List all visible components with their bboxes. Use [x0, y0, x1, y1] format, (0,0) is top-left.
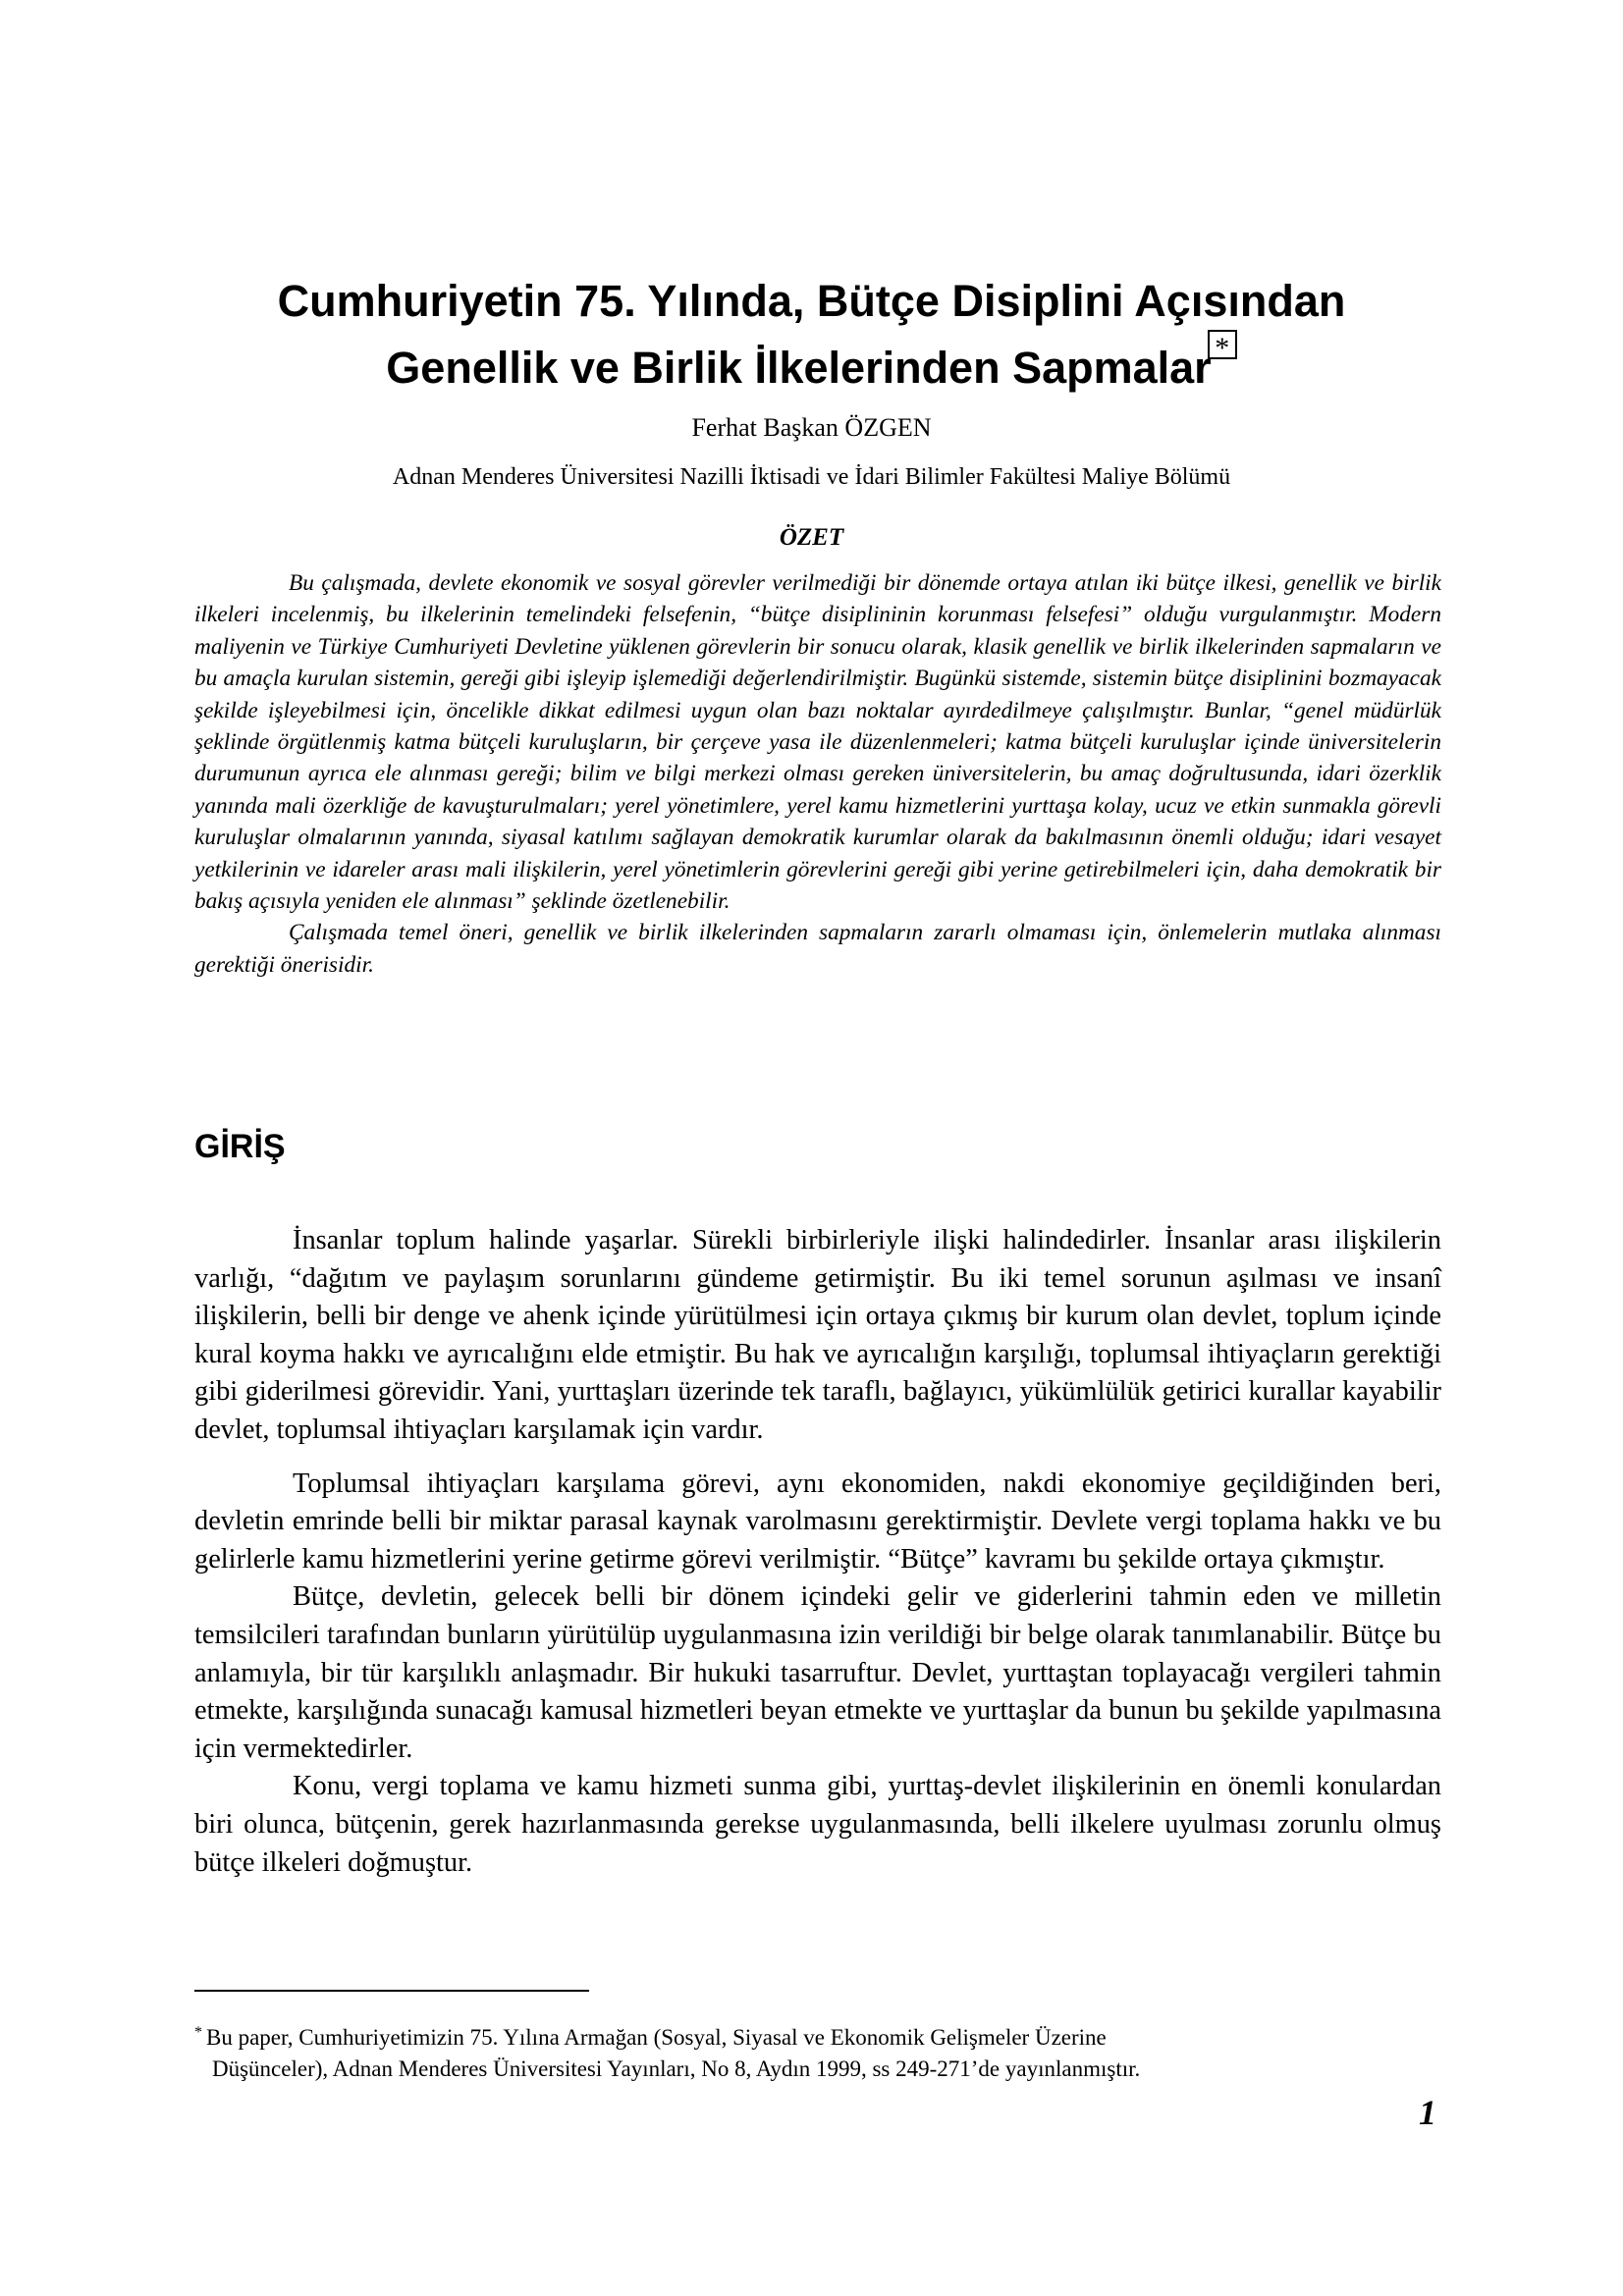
section-body: [194, 1222, 1441, 1882]
title-line-2: Genellik ve Birlik İlkelerinden Sapmalar: [386, 343, 1212, 393]
body-paragraph: Toplumsal ihtiyaçları karşılama görevi, aynı ekonomiden, nakdi ekonomiye geçildiğinden beri, devletin emrinde belli bir miktar parasal kaynak varolmasını gerektirmiştir. Devlete vergi toplama hakkı ve bu gelirlerle kamu hizmetlerini yerine getirme görevi verilmiştir. “Bütçe” kavramı bu şekilde ortaya çıkmıştır.: [194, 1468, 1441, 1575]
body-paragraph: Konu, vergi toplama ve kamu hizmeti sunma gibi, yurttaş-devlet ilişkilerinin en önemli konulardan biri olunca, bütçenin, gerek hazırlanmasında gerekse uygulanmasında, belli ilkelere uyulması zorunlu olmuş bütçe ilkeleri doğmuştur.: [194, 1771, 1441, 1878]
footnote-line-1: Bu paper, Cumhuriyetimizin 75. Yılına Armağan (Sosyal, Siyasal ve Ekonomik Gelişmeler Üzerine: [206, 2025, 1107, 2050]
body-paragraph: İnsanlar toplum halinde yaşarlar. Sürekli birbirleriyle ilişki halindedirler. İnsanlar arası ilişkilerin varlığı, “dağıtım ve paylaşım sorunlarını gündeme getirmiştir. Bu iki temel sorunun aşılması ve insanî ilişkilerin, belli bir denge ve ahenk içinde yürütülmesi için ortaya çıkmış bir kurum olan devlet, toplum içinde kural koyma hakkı ve ayrıcalığını elde etmiştir. Bu hak ve ayrıcalığın karşılığı, toplumsal ihtiyaçların gerektiği gibi giderilmesi görevidir. Yani, yurttaşları üzerinde tek taraflı, bağlayıcı, yükümlülük getirici kurallar kayabilir devlet, toplumsal ihtiyaçları karşılamak için vardır.: [194, 1225, 1441, 1445]
footnote: [194, 2017, 1461, 2085]
title-line-1: Cumhuriyetin 75. Yılında, Bütçe Disiplini Açısından: [277, 276, 1346, 326]
title-line-2-wrap: [177, 330, 1446, 397]
page-number: 1: [1419, 2093, 1436, 2132]
footnote-marker: *: [194, 2024, 202, 2041]
abstract-body: [194, 567, 1441, 981]
footnote-reference-marker[interactable]: *: [1208, 330, 1237, 359]
section-heading: GİRİŞ: [194, 1128, 286, 1165]
author-name: Ferhat Başkan ÖZGEN: [691, 413, 932, 442]
footnote-line-2: Düşünceler), Adnan Menderes Üniversitesi Yayınları, No 8, Aydın 1999, ss 249-271’de yayınlanmıştır.: [212, 2056, 1141, 2081]
abstract-heading: ÖZET: [779, 524, 844, 551]
body-paragraph: Bütçe, devletin, gelecek belli bir dönem içindeki gelir ve giderlerini tahmin eden ve milletin temsilcileri tarafından bunların yürütülüp uygulanmasına izin verildiği bir belge olarak tanımlanabilir. Bütçe bu anlamıyla, bir tür karşılıklı anlaşmadır. Bir hukuki tasarruftur. Devlet, yurttaştan toplayacağı vergileri tahmin etmekte, karşılığında sunacağı kamusal hizmetleri beyan etmekte ve yurttaşlar da bunun bu şekilde yapılmasına için vermektedirler.: [194, 1581, 1441, 1764]
paper-title: [177, 273, 1446, 397]
abstract-paragraph: Bu çalışmada, devlete ekonomik ve sosyal görevler verilmediği bir dönemde ortaya atılan iki bütçe ilkesi, genellik ve birlik ilkeleri incelenmiş, bu ilkelerinin temelindeki felsefenin, “bütçe disiplininin korunması felsefesi” olduğu vurgulanmıştır. Modern maliyenin ve Türkiye Cumhuriyeti Devletine yüklenen görevlerin bir sonucu olarak, klasik genellik ve birlik ilkelerinden sapmaların ve bu amaçla kurulan sistemin, gereği gibi işleyip işlemediği değerlendirilmiştir. Bugünkü sistemde, sistemin bütçe disiplinini bozmayacak şekilde işleyebilmesi için, öncelikle dikkat edilmesi uygun olan bazı noktalar ayırdedilmeye çalışılmıştır. Bunlar, “genel müdürlük şeklinde örgütlenmiş katma bütçeli kuruluşların, bir çerçeve yasa ile düzenlenmeleri; katma bütçeli kuruluşlar içinde üniversitelerin durumunun ayrıca ele alınması gereği; bilim ve bilgi merkezi olması gereken üniversitelerin, bu amaç doğrultusunda, idari özerklik yanında mali özerkliğe de kavuşturulmaları; yerel yönetimlere, yerel kamu hizmetlerini yurttaşa kolay, ucuz ve etkin sunmakla görevli kuruluşlar olmalarının yanında, siyasal katılımı sağlayan demokratik kurumlar olarak da bakılmasının önemli olduğu; idari vesayet yetkilerinin ve idareler arası mali ilişkilerin, yerel yönetimlerin görevlerini gereği gibi yerine getirebilmeleri için, daha demokratik bir bakış açısıyla yeniden ele alınması” şeklinde özetlenebilir.: [194, 570, 1441, 915]
footnote-divider: [194, 1990, 589, 1992]
abstract-paragraph: Çalışmada temel öneri, genellik ve birlik ilkelerinden sapmaların zararlı olmaması için, önlemelerin mutlaka alınması gerektiği önerisidir.: [194, 920, 1441, 978]
author-affiliation: Adnan Menderes Üniversitesi Nazilli İktisadi ve İdari Bilimler Fakültesi Maliye Bölümü: [392, 464, 1231, 490]
